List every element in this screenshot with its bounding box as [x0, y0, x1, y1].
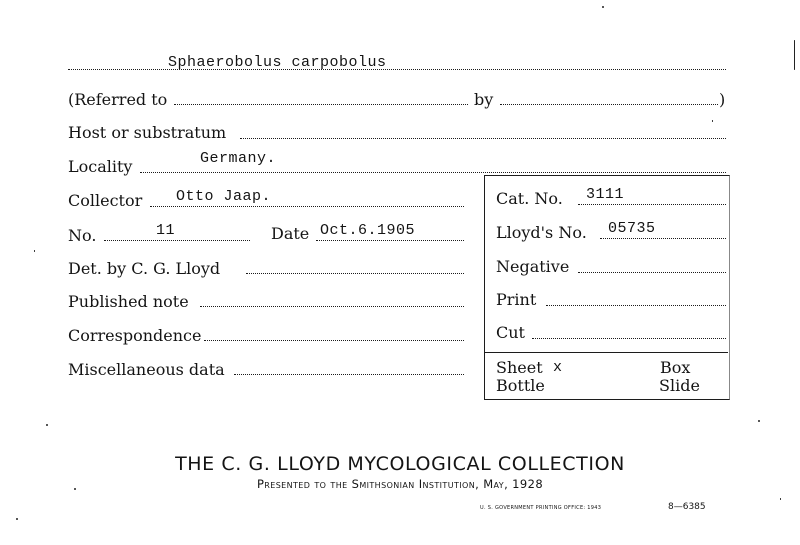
- host-line: [240, 138, 726, 139]
- lloyds-no-value: 05735: [608, 220, 656, 237]
- cat-no-value: 3111: [586, 186, 625, 203]
- form-code: 8—6385: [668, 502, 706, 512]
- date-value: Oct.6.1905: [320, 222, 416, 239]
- species-name: Sphaerobolus carpobolus: [168, 54, 387, 71]
- number-value: 11: [156, 222, 176, 239]
- print-line: [546, 305, 726, 306]
- scan-speck: [794, 40, 795, 70]
- bottle-label: Bottle: [496, 376, 545, 395]
- correspondence-line: [204, 340, 464, 341]
- scan-speck: [74, 488, 76, 490]
- scan-speck: [16, 518, 18, 520]
- sheet-mark: x: [553, 359, 563, 376]
- det-by-label: Det. by C. G. Lloyd: [68, 259, 221, 278]
- locality-label: Locality: [68, 157, 133, 176]
- scan-speck: [758, 420, 760, 422]
- slide-label: Slide: [659, 376, 700, 395]
- published-note-label: Published note: [68, 292, 189, 311]
- collection-subtitle: Presented to the Smithsonian Institution, May, 1928: [256, 477, 544, 491]
- number-label: No.: [68, 226, 97, 245]
- by-label: by: [474, 90, 494, 109]
- det-by-line: [246, 273, 464, 274]
- printing-office-note: U. S. GOVERNMENT PRINTING OFFICE: 1943: [480, 505, 602, 511]
- species-line: [68, 69, 726, 70]
- published-note-line: [200, 306, 464, 307]
- referred-to-line: [174, 104, 468, 105]
- scan-speck: [780, 498, 781, 500]
- misc-label: Miscellaneous data: [68, 360, 225, 379]
- referred-to-label: (Referred to: [68, 90, 168, 109]
- box-divider: [485, 352, 728, 353]
- collector-label: Collector: [68, 191, 143, 210]
- date-line: [316, 240, 464, 241]
- cut-label: Cut: [496, 323, 525, 342]
- host-label: Host or substratum: [68, 123, 227, 142]
- lloyds-no-line: [600, 238, 726, 239]
- scan-speck: [46, 424, 48, 426]
- cat-no-label: Cat. No.: [496, 189, 563, 208]
- cut-line: [532, 338, 726, 339]
- lloyds-no-label: Lloyd's No.: [496, 223, 587, 242]
- box-label: Box: [660, 358, 691, 377]
- collector-value: Otto Jaap.: [176, 188, 272, 205]
- collection-title: THE C. G. LLOYD MYCOLOGICAL COLLECTION: [175, 453, 625, 475]
- sheet-label: Sheet: [496, 358, 543, 377]
- number-line: [104, 240, 250, 241]
- by-line: [500, 104, 718, 105]
- print-label: Print: [496, 290, 537, 309]
- close-paren: ): [719, 90, 726, 109]
- locality-line: [140, 172, 726, 173]
- misc-line: [234, 374, 464, 375]
- scan-speck: [34, 250, 35, 252]
- negative-label: Negative: [496, 257, 570, 276]
- correspondence-label: Correspondence: [68, 326, 202, 345]
- scan-speck: [712, 120, 713, 122]
- locality-value: Germany.: [200, 150, 277, 167]
- cat-no-line: [578, 204, 726, 205]
- date-label: Date: [271, 224, 310, 243]
- collector-line: [150, 206, 464, 207]
- negative-line: [578, 272, 726, 273]
- scan-speck: [602, 6, 604, 8]
